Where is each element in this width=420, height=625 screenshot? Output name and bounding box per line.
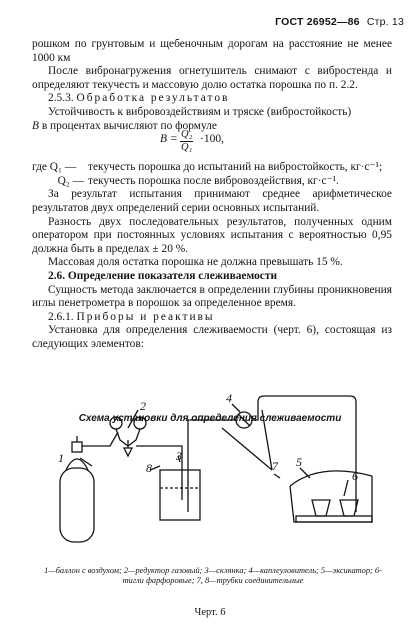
leader-line — [128, 410, 138, 428]
definition-text: текучесть порошка после вибровоздействия, кг·с⁻¹. — [88, 174, 339, 187]
porcelain-crucible — [312, 500, 358, 516]
figure-legend: 1—баллон с воздухом; 2—редуктор газовый; 3—склянка; 4—каплеуловитель; 5—эксикатор; 6- тигли фарфоровые; 7, 8—трубки соединительные — [44, 566, 382, 585]
label-3: 3 — [176, 449, 182, 463]
label-6: 6 — [352, 469, 358, 483]
symbol: B — [32, 119, 39, 132]
section-number: 2.6.1. — [48, 310, 74, 323]
paragraph: За результат испытания принимают среднее арифметическое результатов двух определений серии основных испытаний. — [32, 188, 392, 214]
connection-tube — [252, 396, 356, 512]
leader-line — [262, 410, 272, 470]
figure-title: Схема установки для определения слеживаемости — [78, 413, 342, 424]
paragraph: Массовая доля остатка порошка не должна превышать 15 %. — [48, 256, 343, 269]
label-1: 1 — [58, 451, 64, 465]
connection-tube — [82, 432, 118, 446]
figure-caption: Черт. 6 — [194, 607, 226, 618]
wash-bottle — [160, 420, 236, 520]
leader-line — [80, 458, 92, 466]
text: в процентах вычисляют по формуле — [38, 119, 217, 132]
formula-multiplier: ·100, — [200, 133, 224, 146]
leader-line — [222, 428, 272, 470]
leader-line — [274, 474, 280, 478]
definition-symbol: где Q₁ — — [32, 161, 77, 174]
label-5: 5 — [296, 455, 302, 469]
standard-code: ГОСТ 26952—86 — [275, 16, 360, 28]
section-title: Обработка результатов — [76, 92, 230, 105]
page-number: Стр. 13 — [366, 16, 404, 28]
label-8: 8 — [146, 461, 152, 475]
gas-cylinder — [60, 436, 94, 542]
label-7: 7 — [272, 459, 278, 473]
leader-line — [344, 480, 348, 496]
paragraph: Разность двух последовательных результатов, полученных одним оператором при постоянных условиях испытания с вероятностью 0,95 должна быть в пределах ± 20 %. — [32, 215, 392, 255]
label-4: 4 — [226, 391, 232, 405]
numerator: Q₂ — [181, 129, 193, 141]
drop-catcher — [236, 412, 252, 428]
section-number: 2.5.3. — [48, 92, 74, 105]
section-heading: 2.6. Определение показателя слеживаемости — [48, 269, 278, 282]
section-title: Приборы и реактивы — [76, 310, 215, 323]
paragraph: Установка для определения слеживаемости (черт. 6), состоящая из следующих элементов: — [32, 324, 392, 350]
desiccator — [290, 471, 372, 522]
paragraph: После вибронагружения огнетушитель снимают с вибростенда и определяют текучесть и массовую долю остатка порошка по п. 2.2. — [32, 65, 392, 91]
paragraph: Устойчивость к вибровоздействиям и тряске (вибростойкость) — [48, 105, 352, 118]
leader-line — [232, 404, 240, 412]
denominator: Q₁ — [181, 142, 193, 154]
paragraph: Сущность метода заключается в определении глубины проникновения иглы пенетрометра в порошок за определенное время. — [32, 283, 392, 310]
definition-symbol: Q₂ — — [57, 174, 84, 187]
label-2: 2 — [140, 399, 146, 413]
paragraph: рошком по грунтовым и щебеночным дорогам на расстояние не менее 1000 км — [32, 38, 392, 64]
definition-text: текучесть порошка до испытаний на вибростойкость, кг·с⁻¹; — [88, 161, 383, 174]
formula-lhs: B = — [160, 133, 178, 146]
